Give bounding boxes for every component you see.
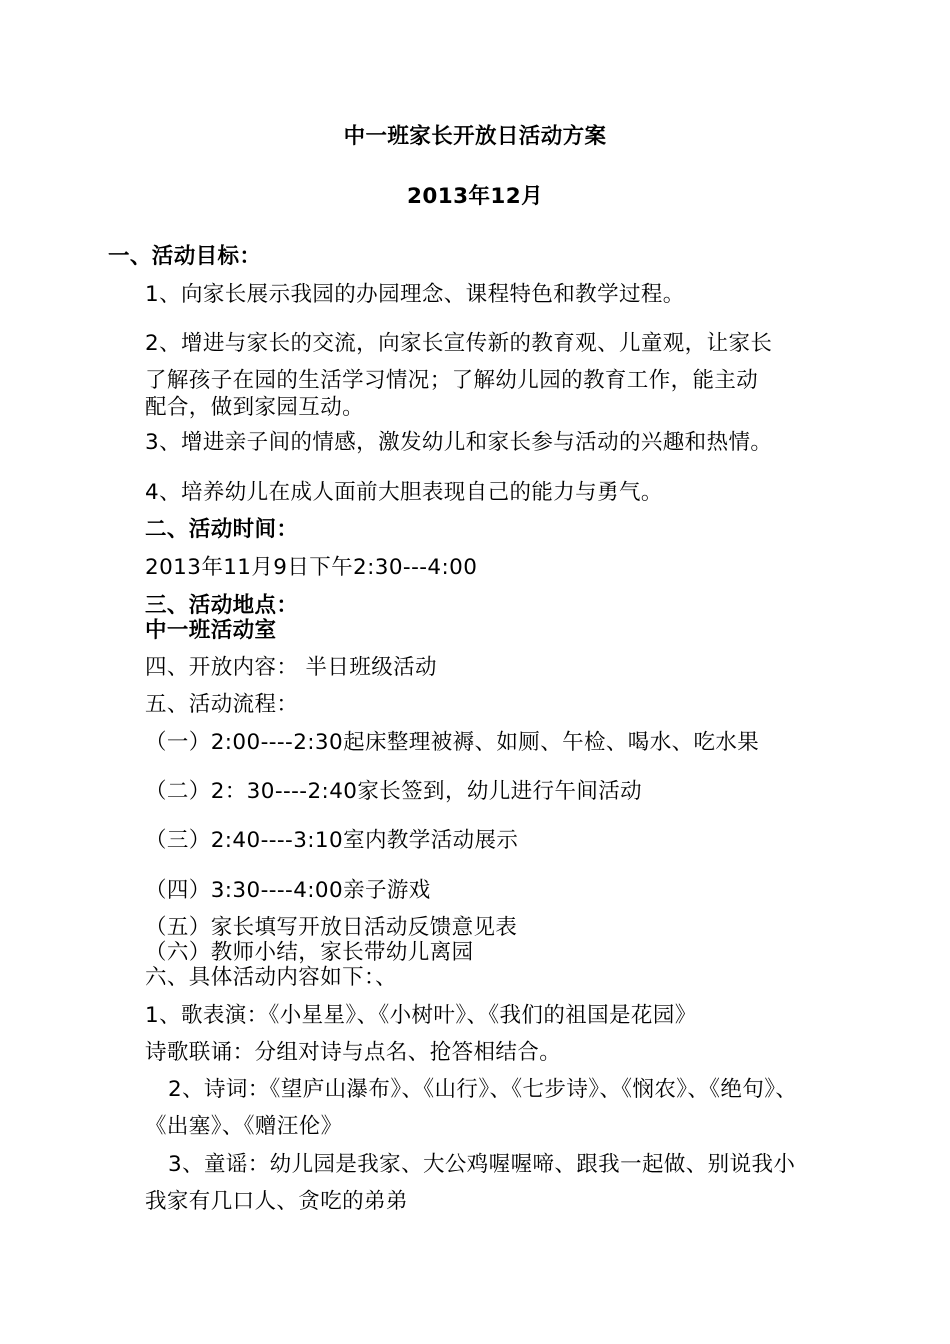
detail-item-2-line-2: 《出塞》、《赠汪伦》 (145, 1114, 343, 1139)
process-step-3: （三）2:40----3:10室内教学活动展示 (145, 828, 519, 853)
activity-time: 2013年11月9日下午2:30---4:00 (145, 555, 478, 580)
detail-item-3-line-2: 我家有几口人、贪吃的弟弟 (145, 1189, 408, 1214)
detail-item-1-line-1: 1、歌表演：《小星星》、《小树叶》、《我们的祖国是花园》 (145, 1003, 697, 1028)
goal-item-1: 1、向家长展示我园的办园理念、课程特色和教学过程。 (145, 282, 685, 307)
detail-item-2-line-1: 2、诗词：《望庐山瀑布》、《山行》、《七步诗》、《悯农》、《绝句》、 (168, 1077, 798, 1102)
section-heading-details: 六、具体活动内容如下：、 (145, 965, 398, 990)
document-title: 中一班家长开放日活动方案 (343, 124, 607, 149)
process-step-1: （一）2:00----2:30起床整理被褥、如厕、午检、喝水、吃水果 (145, 730, 760, 755)
activity-place: 中一班活动室 (145, 618, 277, 643)
section-heading-time: 二、活动时间： (145, 517, 299, 542)
process-step-6: （六）教师小结，家长带幼儿离园 (145, 940, 474, 965)
goal-item-2-line-2: 了解孩子在园的生活学习情况；了解幼儿园的教育工作，能主动 (145, 368, 759, 393)
process-step-5: （五）家长填写开放日活动反馈意见表 (145, 915, 518, 940)
goal-item-3: 3、增进亲子间的情感，激发幼儿和家长参与活动的兴趣和热情。 (145, 430, 773, 455)
goal-item-2-line-1: 2、增进与家长的交流，向家长宣传新的教育观、儿童观，让家长 (145, 331, 773, 356)
open-content: 四、开放内容： 半日班级活动 (145, 655, 437, 680)
process-step-4: （四）3:30----4:00亲子游戏 (145, 878, 431, 903)
section-heading-goals: 一、活动目标： (108, 244, 262, 269)
detail-item-1-line-2: 诗歌联诵：分组对诗与点名、抢答相结合。 (145, 1040, 562, 1065)
detail-item-3-line-1: 3、童谣：幼儿园是我家、大公鸡喔喔啼、跟我一起做、别说我小 (168, 1152, 796, 1177)
section-heading-place: 三、活动地点： (145, 593, 299, 618)
goal-item-4: 4、培养幼儿在成人面前大胆表现自己的能力与勇气。 (145, 480, 663, 505)
process-step-2: （二）2：30----2:40家长签到，幼儿进行午间活动 (145, 779, 643, 804)
goal-item-2-line-3: 配合，做到家园互动。 (145, 395, 365, 420)
document-date: 2013年12月 (407, 184, 543, 209)
section-heading-process: 五、活动流程： (145, 692, 299, 717)
